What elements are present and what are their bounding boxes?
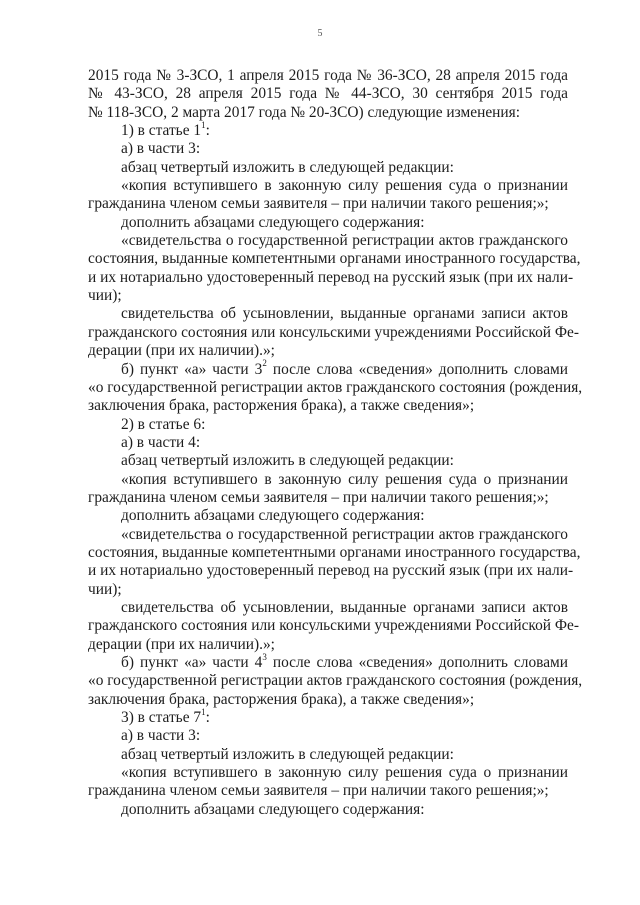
- text-line: [88, 764, 568, 782]
- text-line: [88, 452, 568, 470]
- text-line: [88, 268, 574, 287]
- text-line: [88, 434, 568, 452]
- text-line-content: заключения брака, расторжения брака), а также сведения»;: [88, 397, 475, 415]
- text-line: [88, 305, 568, 323]
- text-line-content: абзац четвертый изложить в следующей редакции:: [121, 745, 454, 763]
- text-line-content: и их нотариально удостоверенный перевод на русский язык (при их нали-: [88, 268, 574, 286]
- text-line: [88, 342, 568, 360]
- text-line-content: дополнить абзацами следующего содержания:: [121, 800, 425, 818]
- text-line: [88, 599, 568, 617]
- text-line-continuation: :: [205, 709, 210, 727]
- article-superscript: 1: [201, 119, 206, 130]
- text-line-content: «копия вступившего в законную силу решения суда о признании: [121, 470, 568, 488]
- text-line: [88, 617, 579, 635]
- text-line: [88, 691, 568, 709]
- text-line-content: а) в части 3:: [121, 727, 201, 745]
- text-line-content: б) пункт «а» части 3: [121, 360, 263, 378]
- text-line: [88, 526, 568, 544]
- text-line: [88, 287, 568, 305]
- text-line: [88, 140, 568, 158]
- text-line: [88, 562, 574, 580]
- text-line-content: а) в части 4:: [121, 433, 201, 451]
- text-line-content: заключения брака, расторжения брака), а также сведения»;: [88, 690, 475, 708]
- text-line-content: 1) в статье 1: [121, 122, 202, 140]
- text-line-content: «о государственной регистрации актов гражданского состояния (рождения,: [88, 378, 583, 396]
- text-line: [88, 782, 568, 800]
- text-line: [88, 672, 583, 690]
- text-line-content: состояния, выданные компетентными органами иностранного государства,: [88, 250, 581, 268]
- text-line: [88, 323, 579, 342]
- article-superscript: 1: [201, 706, 206, 717]
- text-line: [88, 507, 568, 525]
- text-line: [88, 85, 568, 103]
- text-line: [88, 159, 568, 177]
- text-line-content: свидетельства об усыновлении, выданные органами записи актов: [121, 598, 568, 616]
- text-line: [88, 489, 568, 507]
- text-line-content: дерации (при их наличии).»;: [88, 635, 275, 653]
- text-line-content: чии);: [88, 580, 122, 598]
- text-line: [88, 358, 569, 379]
- text-line-content: 2) в статье 6:: [121, 415, 206, 433]
- text-line: [88, 397, 568, 415]
- text-line-content: свидетельства об усыновлении, выданные органами записи актов: [121, 305, 568, 323]
- document-body: [88, 67, 583, 819]
- text-line-content: гражданского состояния или консульскими учреждениями Российской Фе-: [88, 323, 579, 341]
- text-line: [88, 214, 568, 232]
- page-number: 5: [317, 28, 323, 39]
- text-line-content: абзац четвертый изложить в следующей редакции:: [121, 452, 454, 470]
- text-line-continuation: :: [205, 122, 210, 140]
- text-line-content: дерации (при их наличии).»;: [88, 342, 275, 360]
- text-line: [88, 543, 581, 562]
- text-line-content: гражданского состояния или консульскими учреждениями Российской Фе-: [88, 617, 579, 635]
- text-line-content: «свидетельства о государственной регистрации актов гражданского: [121, 525, 568, 543]
- text-line-content: чии);: [88, 287, 122, 305]
- text-line-content: № 43-ЗСО, 28 апреля 2015 года № 44-ЗСО, 30 сентября 2015 года: [88, 85, 568, 103]
- text-line: [88, 250, 581, 268]
- text-line: [88, 378, 583, 397]
- text-line-content: № 118-ЗСО, 2 марта 2017 года № 20-ЗСО) следующие изменения:: [88, 103, 520, 121]
- text-line-content: «свидетельства о государственной регистрации актов гражданского: [121, 232, 568, 250]
- text-line: [88, 746, 568, 764]
- text-line-continuation: после слова «сведения» дополнить словами: [266, 654, 569, 671]
- text-line: [88, 177, 568, 195]
- text-line: [88, 195, 568, 213]
- text-line: [88, 67, 568, 85]
- text-line-content: б) пункт «а» части 4: [121, 654, 263, 671]
- text-line: [88, 471, 568, 489]
- text-line-content: «копия вступившего в законную силу решения суда о признании: [121, 764, 568, 782]
- text-line: [88, 416, 568, 434]
- text-line-content: «о государственной регистрации актов гражданского состояния (рождения,: [88, 672, 583, 690]
- text-line-content: 3) в статье 7: [121, 709, 202, 727]
- article-superscript: 2: [262, 358, 267, 369]
- text-line: [88, 706, 568, 727]
- text-line-content: абзац четвертый изложить в следующей редакции:: [121, 158, 454, 176]
- text-line: [88, 119, 568, 140]
- text-line: [88, 651, 569, 672]
- text-line-content: «копия вступившего в законную силу решения суда о признании: [121, 177, 568, 195]
- text-line-content: и их нотариально удостоверенный перевод на русский язык (при их нали-: [88, 562, 574, 580]
- text-line: [88, 232, 568, 250]
- article-superscript: 3: [262, 651, 267, 662]
- text-line-continuation: после слова «сведения» дополнить словами: [266, 360, 569, 378]
- text-line-content: состояния, выданные компетентными органами иностранного государства,: [88, 543, 581, 561]
- text-line: [88, 104, 568, 122]
- text-line-content: а) в части 3:: [121, 140, 201, 158]
- text-line-content: дополнить абзацами следующего содержания:: [121, 213, 425, 231]
- text-line: [88, 581, 568, 599]
- text-line: [88, 636, 568, 654]
- text-line-content: дополнить абзацами следующего содержания:: [121, 507, 425, 525]
- text-line: [88, 727, 568, 745]
- text-line-content: гражданина членом семьи заявителя – при наличии такого решения;»;: [88, 488, 549, 506]
- text-line-content: гражданина членом семьи заявителя – при наличии такого решения;»;: [88, 782, 549, 800]
- text-line-content: гражданина членом семьи заявителя – при наличии такого решения;»;: [88, 195, 549, 213]
- text-line-content: 2015 года № 3-ЗСО, 1 апреля 2015 года № 36-ЗСО, 28 апреля 2015 года: [88, 67, 568, 84]
- text-line: [88, 801, 568, 819]
